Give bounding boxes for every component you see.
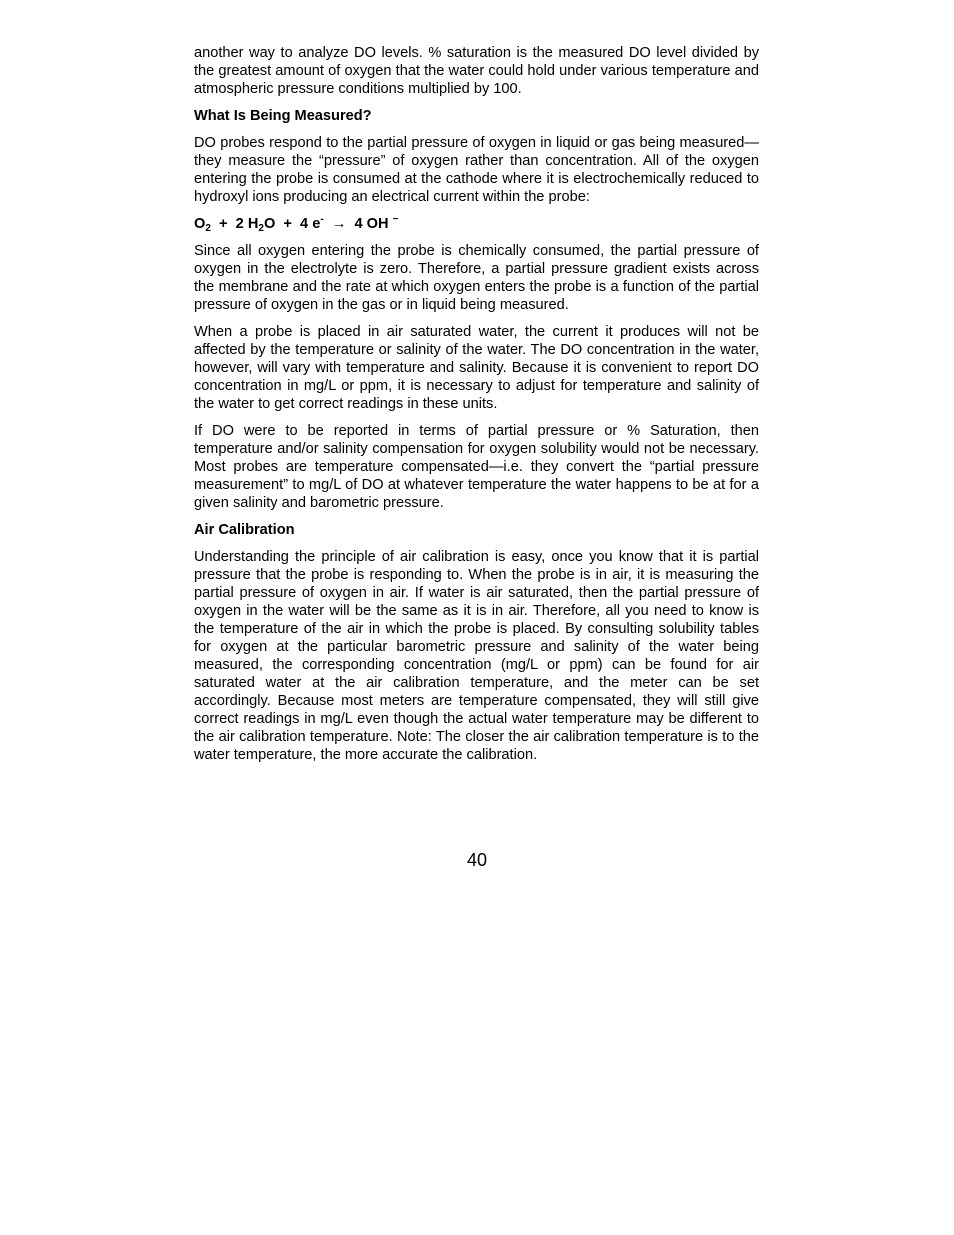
- air-calibration-paragraph: Understanding the principle of air calibration is easy, once you know that it is partial pressure that the probe is responding to. When the probe is in air, it is measuring the partial pressure of oxygen in air. If water is air saturated, then the partial pressure of oxygen in the water will be the same as it is in air. Therefore, all you need to know is the temperature of the air in which the probe is placed. By consulting solubility tables for oxygen at the particular barometric pressure and salinity of the water being measured, the corresponding concentration (mg/L or ppm) can be found for air saturated water at the air calibration temperature, and the meter can be set accordingly. Because most meters are temperature compensated, they will still give correct readings in mg/L even though the actual water temperature may be different to the air calibration temperature. Note: The closer the air calibration temperature is to the water temperature, the more accurate the calibration.: [194, 549, 759, 763]
- page-body: [194, 44, 759, 773]
- equation-product-charge: −: [392, 214, 399, 225]
- probes-paragraph: DO probes respond to the partial pressure of oxygen in liquid or gas being measured—they measure the “pressure” of oxygen rather than concentration. All of the oxygen entering the probe is consumed at the cathode where it is electrochemically reduced to hydroxyl ions producing an electrical current within the probe:: [194, 135, 759, 205]
- equation-water-electrons: O + 4 e: [263, 216, 321, 232]
- heading-what-is-being-measured: What Is Being Measured?: [194, 108, 372, 124]
- equation-arrow: →: [323, 216, 355, 232]
- reduction-equation: [194, 215, 759, 233]
- partial-pressure-reporting-paragraph: If DO were to be reported in terms of partial pressure or % Saturation, then temperature and/or salinity compensation for oxygen solubility would not be necessary. Most probes are temperature compensated—i.e. they convert the “partial pressure measurement” to mg/L of DO at whatever temperature the water happens to be at for a given salinity and barometric pressure.: [194, 423, 759, 511]
- saturated-water-paragraph: When a probe is placed in air saturated water, the current it produces will not be affected by the temperature or salinity of the water. The DO concentration in the water, however, will vary with temperature and salinity. Because it is convenient to report DO concentration in mg/L or ppm, it is necessary to adjust for temperature and salinity of the water to get correct readings in these units.: [194, 324, 759, 412]
- equation-oxygen-subscript: 2: [205, 223, 211, 234]
- equation-water-h: + 2 H: [210, 216, 259, 232]
- equation-water-subscript: 2: [258, 223, 264, 234]
- page-number: 40: [466, 850, 488, 870]
- consumed-paragraph: Since all oxygen entering the probe is chemically consumed, the partial pressure of oxygen in the electrolyte is zero. Therefore, a partial pressure gradient exists across the membrane and the rate at which oxygen enters the probe is a function of the partial pressure of oxygen in the gas or in liquid being measured.: [194, 243, 759, 313]
- equation-product: 4 OH: [354, 216, 393, 232]
- equation-electron-charge: -: [320, 214, 324, 225]
- heading-air-calibration: Air Calibration: [194, 522, 295, 538]
- equation-oxygen: O: [194, 216, 206, 232]
- intro-paragraph: another way to analyze DO levels. % saturation is the measured DO level divided by the greatest amount of oxygen that the water could hold under various temperature and atmospheric pressure conditions multiplied by 100.: [194, 45, 759, 97]
